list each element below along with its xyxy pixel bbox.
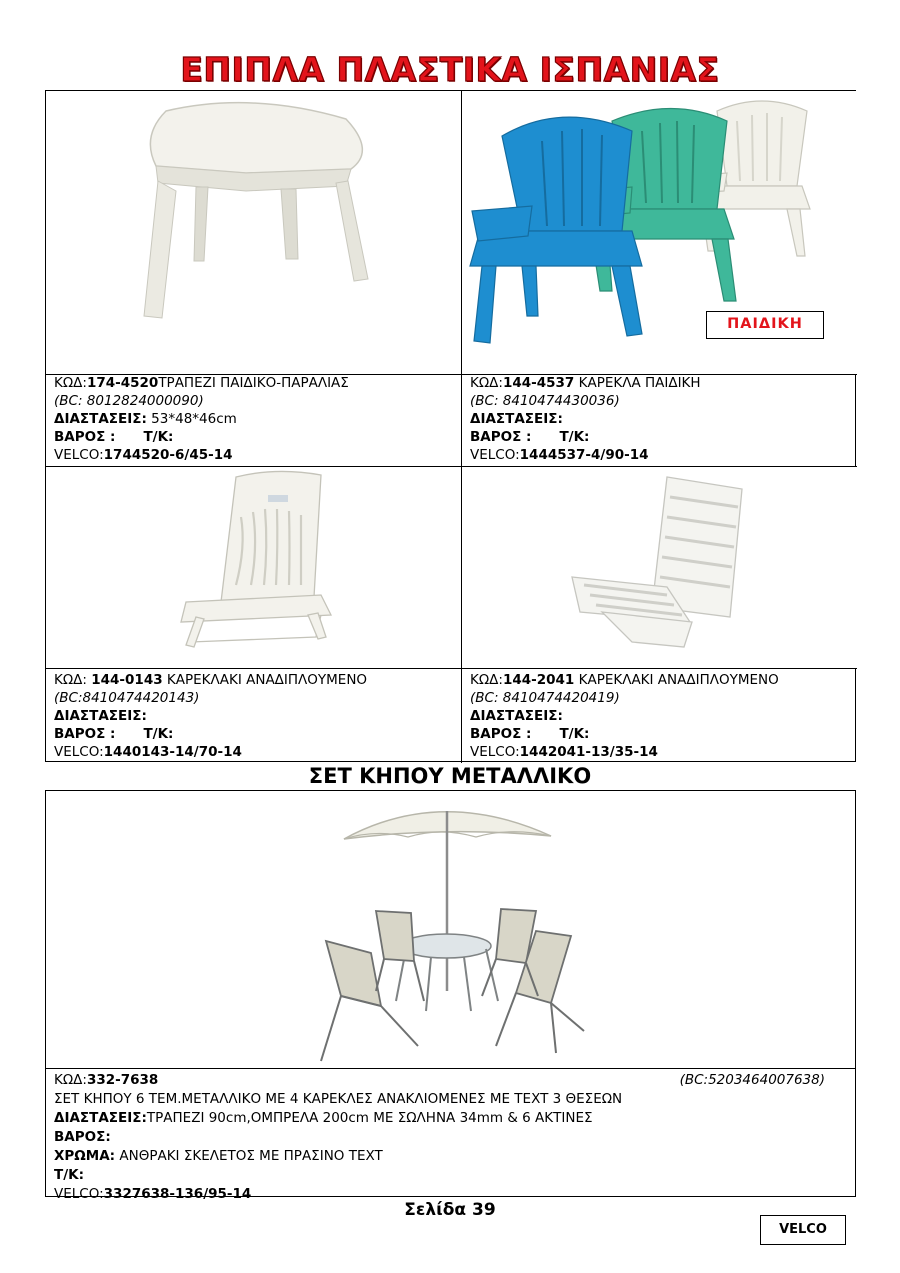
- tk-label: T/K:: [54, 1167, 84, 1183]
- product-name: ΚΑΡΕΚΛΑΚΙ ΑΝΑΔΙΠΛΟΥΜΕΝΟ: [574, 672, 779, 688]
- product-dimensions: 53*48*46cm: [146, 411, 237, 427]
- product-barcode: (BC: 8012824000090): [54, 393, 204, 409]
- product-dimensions: ΤΡΑΠΕΖΙ 90cm,ΟΜΠΡΕΛΑ 200cm ΜΕ ΣΩΛΗΝΑ 34mm & 6 ΑΚΤΙΝΕΣ: [146, 1110, 593, 1126]
- product-name: ΚΑΡΕΚΛΑ ΠΑΙΔΙΚΗ: [574, 375, 701, 391]
- velco-code: 1444537-4/90-14: [519, 447, 649, 463]
- table-image: [46, 91, 460, 373]
- velco-code: 1440143-14/70-14: [103, 744, 242, 760]
- weight-label: ΒΑΡΟΣ :: [54, 726, 116, 742]
- product-info: ΚΩΔ:174-4520ΤΡΑΠΕΖΙ ΠΑΙΔΙΚΟ-ΠΑΡΑΛΙΑΣ (BC: 8012824000090) ΔΙΑΣΤΑΣΕΙΣ: 53*48*46cm ΒΑΡΟΣ : T/K: VELCO:1744520-6/45-14: [54, 374, 457, 464]
- garden-set-info: ΚΩΔ:332-7638 (BC:5203464007638) ΣΕΤ ΚΗΠΟΥ 6 ΤΕΜ.ΜΕΤΑΛΛΙΚΟ ΜΕ 4 ΚΑΡΕΚΛΕΣ ΑΝΑΚΛΙΟΜΕΝΕΣ ΜΕ TEXT 3 ΘΕΣΕΩΝ ΔΙΑΣΤΑΣΕΙΣ:ΤΡΑΠΕΖΙ 90cm,ΟΜΠΡΕΛΑ 200cm ΜΕ ΣΩΛΗΝΑ 34mm & 6 ΑΚΤΙΝΕΣ ΒΑΡΟΣ: ΧΡΩΜΑ: ΑΝΘΡΑΚΙ ΣΚΕΛΕΤΟΣ ΜΕ ΠΡΑΣΙΝΟ TEXT T/K: VELCO:3327638-136/95-14: [54, 1072, 825, 1202]
- page-title: ΕΠΙΠΛΑ ΠΛΑΣΤΙΚΑ ΙΣΠΑΝΙΑΣ: [180, 50, 720, 89]
- folding-seat-image: [462, 467, 855, 667]
- product-photo: [46, 791, 855, 1069]
- section-title: ΣΕΤ ΚΗΠΟΥ ΜΕΤΑΛΛΙΚΟ: [308, 764, 592, 788]
- garden-set-image: [46, 791, 855, 1067]
- product-color: ΑΝΘΡΑΚΙ ΣΚΕΛΕΤΟΣ ΜΕ ΠΡΑΣΙΝΟ TEXT: [115, 1148, 383, 1164]
- product-barcode: (BC:5203464007638): [679, 1072, 825, 1088]
- garden-set-card: [45, 790, 856, 1202]
- velco-code: 3327638-136/95-14: [103, 1186, 252, 1202]
- product-photo: [462, 467, 857, 669]
- tk-label: T/K:: [143, 726, 174, 742]
- folding-chair-image: [46, 467, 460, 667]
- tk-label: T/K:: [559, 429, 590, 445]
- product-description: ΣΕΤ ΚΗΠΟΥ 6 ΤΕΜ.ΜΕΤΑΛΛΙΚΟ ΜΕ 4 ΚΑΡΕΚΛΕΣ ΑΝΑΚΛΙΟΜΕΝΕΣ ΜΕ TEXT 3 ΘΕΣΕΩΝ: [54, 1091, 623, 1107]
- product-code: 144-0143: [91, 672, 163, 688]
- product-card: [462, 467, 857, 763]
- product-info: ΚΩΔ:144-4537 ΚΑΡΕΚΛΑ ΠΑΙΔΙΚΗ (BC: 8410474430036) ΔΙΑΣΤΑΣΕΙΣ: ΒΑΡΟΣ : T/K: VELCO:1444537-4/90-14: [470, 374, 853, 464]
- weight-label: ΒΑΡΟΣ :: [470, 429, 532, 445]
- product-barcode: (BC:8410474420143): [54, 690, 200, 706]
- weight-label: ΒΑΡΟΣ:: [54, 1129, 111, 1145]
- product-code: 332-7638: [86, 1072, 159, 1088]
- weight-label: ΒΑΡΟΣ :: [54, 429, 116, 445]
- product-photo: [46, 467, 461, 669]
- product-card: [46, 91, 462, 467]
- product-photo: [46, 91, 461, 375]
- product-name: ΚΑΡΕΚΛΑΚΙ ΑΝΑΔΙΠΛΟΥΜΕΝΟ: [162, 672, 368, 688]
- product-barcode: (BC: 8410474430036): [470, 393, 620, 409]
- product-code: 144-4537: [502, 375, 575, 391]
- product-name: ΤΡΑΠΕΖΙ ΠΑΙΔΙΚΟ-ΠΑΡΑΛΙΑΣ: [158, 375, 349, 391]
- product-card: [46, 467, 462, 763]
- tk-label: T/K:: [559, 726, 590, 742]
- product-info: ΚΩΔ: 144-0143 ΚΑΡΕΚΛΑΚΙ ΑΝΑΔΙΠΛΟΥΜΕΝΟ (BC:8410474420143) ΔΙΑΣΤΑΣΕΙΣ: ΒΑΡΟΣ : T/K: VELCO:1440143-14/70-14: [54, 671, 457, 761]
- brand-label: VELCO: [760, 1215, 846, 1245]
- tk-label: T/K:: [143, 429, 174, 445]
- velco-code: 1744520-6/45-14: [103, 447, 233, 463]
- product-code: 174-4520: [86, 375, 159, 391]
- page-number: Σελίδα 39: [404, 1200, 496, 1220]
- product-card: [462, 91, 857, 467]
- kids-badge: ΠΑΙΔΙΚΗ: [706, 311, 824, 339]
- product-grid: [45, 90, 856, 762]
- weight-label: ΒΑΡΟΣ :: [470, 726, 532, 742]
- product-barcode: (BC: 8410474420419): [470, 690, 620, 706]
- product-info: ΚΩΔ:144-2041 ΚΑΡΕΚΛΑΚΙ ΑΝΑΔΙΠΛΟΥΜΕΝΟ (BC: 8410474420419) ΔΙΑΣΤΑΣΕΙΣ: ΒΑΡΟΣ : T/K: VELCO:1442041-13/35-14: [470, 671, 853, 761]
- product-code: 144-2041: [502, 672, 575, 688]
- velco-code: 1442041-13/35-14: [519, 744, 658, 760]
